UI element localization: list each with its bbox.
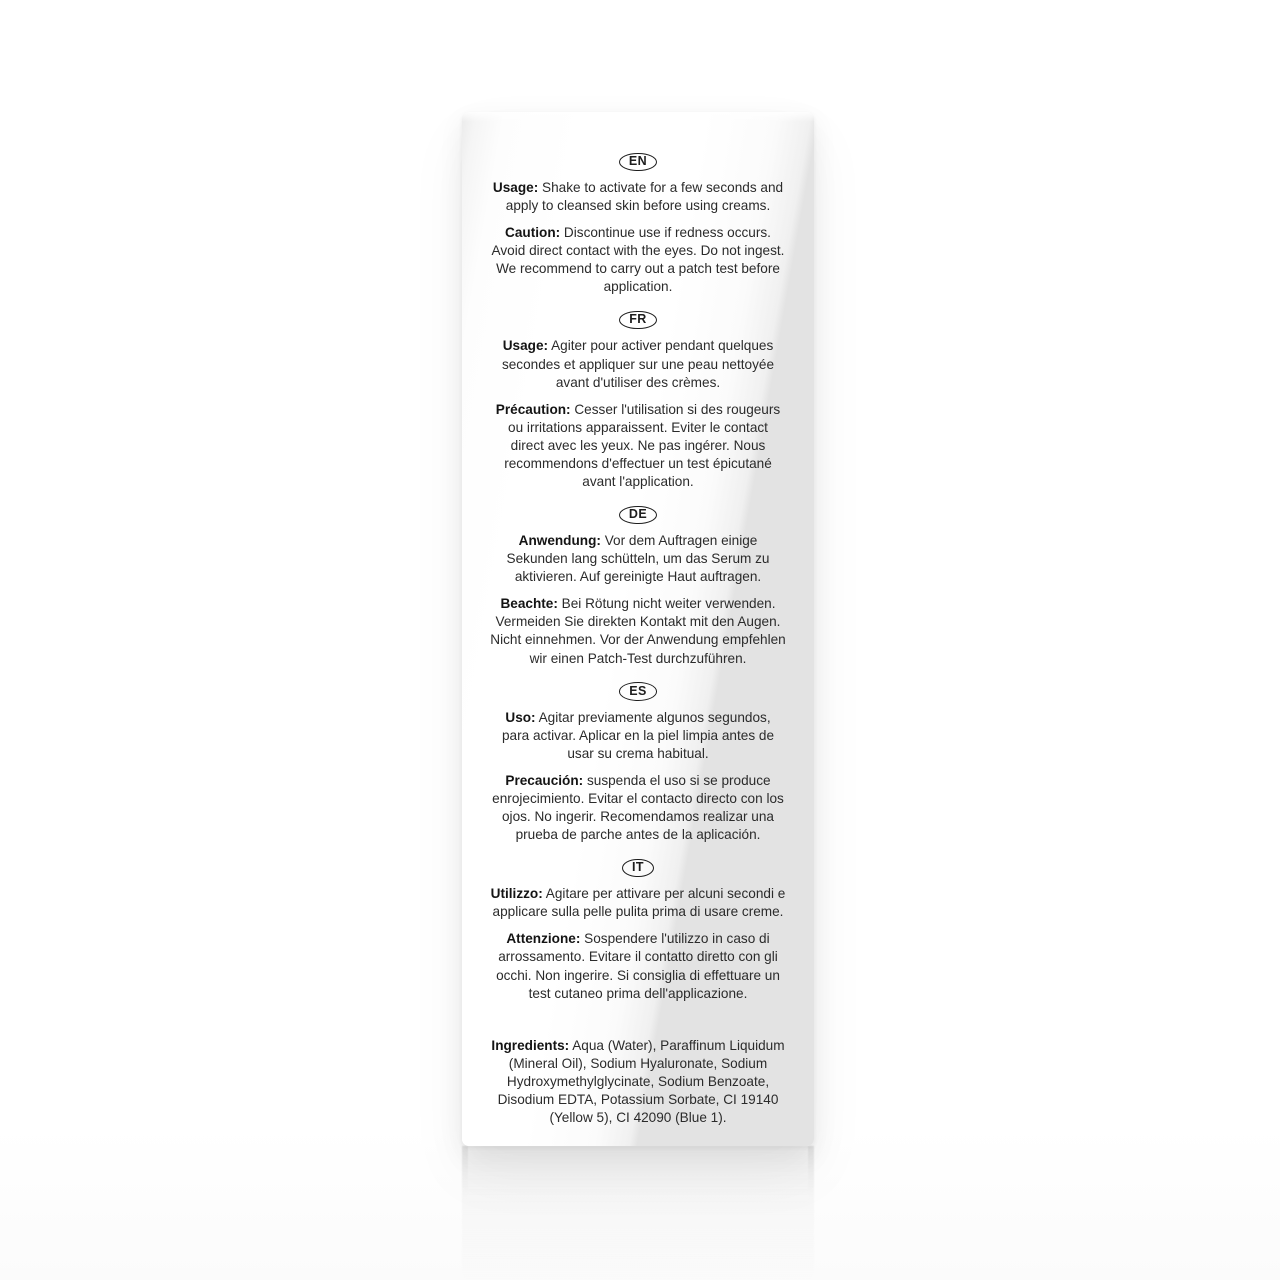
usage-label-en: Usage:: [492, 180, 539, 195]
caution-label-fr: Précaution:: [495, 401, 571, 417]
caution-text-de: Bei Rötung nicht weiter verwenden. Vermeiden Sie direkten Kontakt mit den Augen. Nicht einnehmen. Vor der Anwendung empfehlen wir einen Patch-Test durchzuführen.: [490, 596, 786, 666]
caution-text-fr: Cesser l'utilisation si des rougeurs ou irritations apparaissent. Eviter le contact direct avec les yeux. Ne pas ingérer. Nous recommendons d'effectuer un test épicutané avant l'application.: [504, 401, 781, 490]
usage-paragraph-fr: [484, 337, 792, 391]
usage-paragraph-de: [484, 532, 792, 586]
usage-paragraph-en: [484, 179, 792, 215]
language-badge-it: IT: [622, 859, 654, 878]
usage-label-de: Anwendung:: [518, 533, 601, 549]
product-carton-back-panel: [462, 112, 814, 1146]
language-badge-fr: FR: [619, 311, 656, 330]
caution-paragraph-en: [484, 224, 792, 296]
language-badge-de: DE: [619, 506, 657, 525]
usage-label-es: Uso:: [505, 709, 536, 725]
caution-paragraph-es: [484, 772, 792, 844]
ingredients-text: Aqua (Water), Paraffinum Liquidum (Mineral Oil), Sodium Hyaluronate, Sodium Hydroxymethylglycinate, Sodium Benzoate, Disodium EDTA, Potassium Sorbate, CI 19140 (Yellow 5), CI 42090 (Blue 1).: [497, 1037, 785, 1125]
language-badge-row-en: [484, 152, 792, 171]
language-badge-row-fr: [484, 310, 792, 329]
box-reflection: [462, 1146, 814, 1280]
ingredients-label: Ingredients:: [491, 1037, 570, 1053]
language-badge-row-de: [484, 505, 792, 524]
caution-text-es: suspenda el uso si se produce enrojecimiento. Evitar el contacto directo con los ojos. No ingerir. Recomendamos realizar una prueba de parche antes de la aplicación.: [492, 772, 784, 843]
language-badge-es: ES: [619, 682, 656, 701]
usage-text-it: Agitare per attivare per alcuni secondi e applicare sulla pelle pulita prima di usare creme.: [492, 886, 786, 920]
caution-label-en: Caution:: [505, 225, 561, 241]
usage-text-fr: Agiter pour activer pendant quelques secondes et appliquer sur une peau nettoyée avant d'utiliser des crèmes.: [501, 338, 775, 390]
language-badge-row-es: [484, 682, 792, 701]
caution-paragraph-de: [484, 595, 792, 667]
usage-label-fr: Usage:: [502, 338, 549, 354]
usage-paragraph-it: [484, 885, 792, 921]
caution-text-it: Sospendere l'utilizzo in caso di arrossamento. Evitare il contatto diretto con gli occhi. Non ingerire. Si consiglia di effettuare un test cutaneo prima dell'applicazione.: [496, 931, 780, 1001]
language-badge-row-it: [484, 858, 792, 877]
caution-label-es: Precaución:: [505, 772, 584, 788]
caution-paragraph-it: [484, 930, 792, 1002]
language-badge-en: EN: [619, 153, 657, 172]
ingredients-paragraph: [484, 1037, 792, 1127]
usage-text-de: Vor dem Auftragen einige Sekunden lang schütteln, um das Serum zu aktivieren. Auf gereinigte Haut auftragen.: [506, 533, 770, 585]
caution-text-en: Discontinue use if redness occurs. Avoid direct contact with the eyes. Do not ingest. We recommend to carry out a patch test before application.: [491, 225, 785, 295]
caution-label-de: Beachte:: [500, 596, 558, 612]
panel-text-block: [484, 152, 792, 1127]
usage-label-it: Utilizzo:: [490, 886, 543, 902]
caution-label-it: Attenzione:: [506, 931, 581, 947]
usage-paragraph-es: [484, 709, 792, 763]
usage-text-en: Shake to activate for a few seconds and apply to cleansed skin before using creams.: [505, 180, 784, 214]
usage-text-es: Agitar previamente algunos segundos, para activar. Aplicar en la piel limpia antes de usar su crema habitual.: [501, 709, 775, 761]
caution-paragraph-fr: [484, 401, 792, 491]
